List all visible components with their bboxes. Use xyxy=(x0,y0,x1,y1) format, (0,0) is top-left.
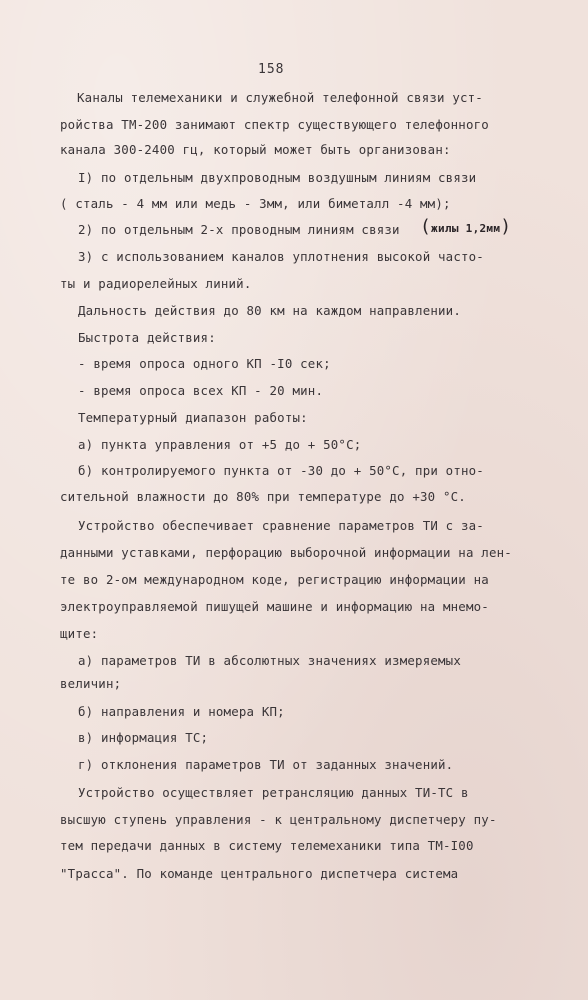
text-line-7: 3) с использованием каналов уплотнения высокой часто- xyxy=(78,249,484,264)
text-line-1: Каналы телемеханики и служебной телефонной связи уст- xyxy=(77,90,483,105)
text-line-23: величин; xyxy=(60,676,122,691)
text-line-24: б) направления и номера КП; xyxy=(78,704,285,719)
handwritten-note-wrapper xyxy=(420,216,512,237)
text-line-4: I) по отдельным двухпроводным воздушным линиям связи xyxy=(78,170,477,185)
page-number: 158 xyxy=(258,62,285,77)
text-line-21: щите: xyxy=(60,626,99,641)
text-line-14: а) пункта управления от +5 до + 50°С; xyxy=(78,437,362,452)
handwritten-paren-open: ( xyxy=(420,216,432,237)
handwritten-note: жилы 1,2мм xyxy=(431,222,501,235)
text-line-2: ройства ТМ-200 занимают спектр существующего телефонного xyxy=(60,117,489,132)
text-line-17: Устройство обеспечивает сравнение параметров ТИ с за- xyxy=(78,518,484,533)
text-line-18: данными уставками, перфорацию выборочной информации на лен- xyxy=(60,545,512,560)
text-line-5: ( сталь - 4 мм или медь - 3мм, или биметалл -4 мм); xyxy=(60,196,451,211)
text-line-16: сительной влажности до 80% при температуре до +30 °С. xyxy=(60,489,466,504)
text-line-29: тем передачи данных в систему телемеханики типа ТМ-I00 xyxy=(60,838,474,853)
text-line-27: Устройство осуществляет ретрансляцию данных ТИ-ТС в xyxy=(78,785,469,800)
text-line-25: в) информация ТС; xyxy=(78,730,209,745)
text-line-8: ты и радиорелейных линий. xyxy=(60,276,252,291)
text-line-11: - время опроса одного КП -I0 сек; xyxy=(78,356,331,371)
text-line-9: Дальность действия до 80 км на каждом направлении. xyxy=(78,303,461,318)
text-line-13: Температурный диапазон работы: xyxy=(78,410,308,425)
text-line-26: г) отклонения параметров ТИ от заданных значений. xyxy=(78,757,454,772)
text-line-20: электроуправляемой пишущей машине и информацию на мнемо- xyxy=(60,599,489,614)
text-line-22: а) параметров ТИ в абсолютных значениях измеряемых xyxy=(78,653,461,668)
handwritten-paren-close: ) xyxy=(500,216,512,237)
text-line-3: канала 300-2400 гц, который может быть организован: xyxy=(60,142,451,157)
text-line-6: 2) по отдельным 2-х проводным линиям связи xyxy=(78,222,400,237)
text-line-10: Быстрота действия: xyxy=(78,330,216,345)
text-line-12: - время опроса всех КП - 20 мин. xyxy=(78,383,324,398)
text-line-30: "Трасса". По команде центрального диспетчера система xyxy=(60,866,459,881)
text-line-28: высшую ступень управления - к центральному диспетчеру пу- xyxy=(60,812,497,827)
text-line-15: б) контролируемого пункта от -30 до + 50°С, при отно- xyxy=(78,463,484,478)
text-line-19: те во 2-ом международном коде, регистрацию информации на xyxy=(60,572,489,587)
